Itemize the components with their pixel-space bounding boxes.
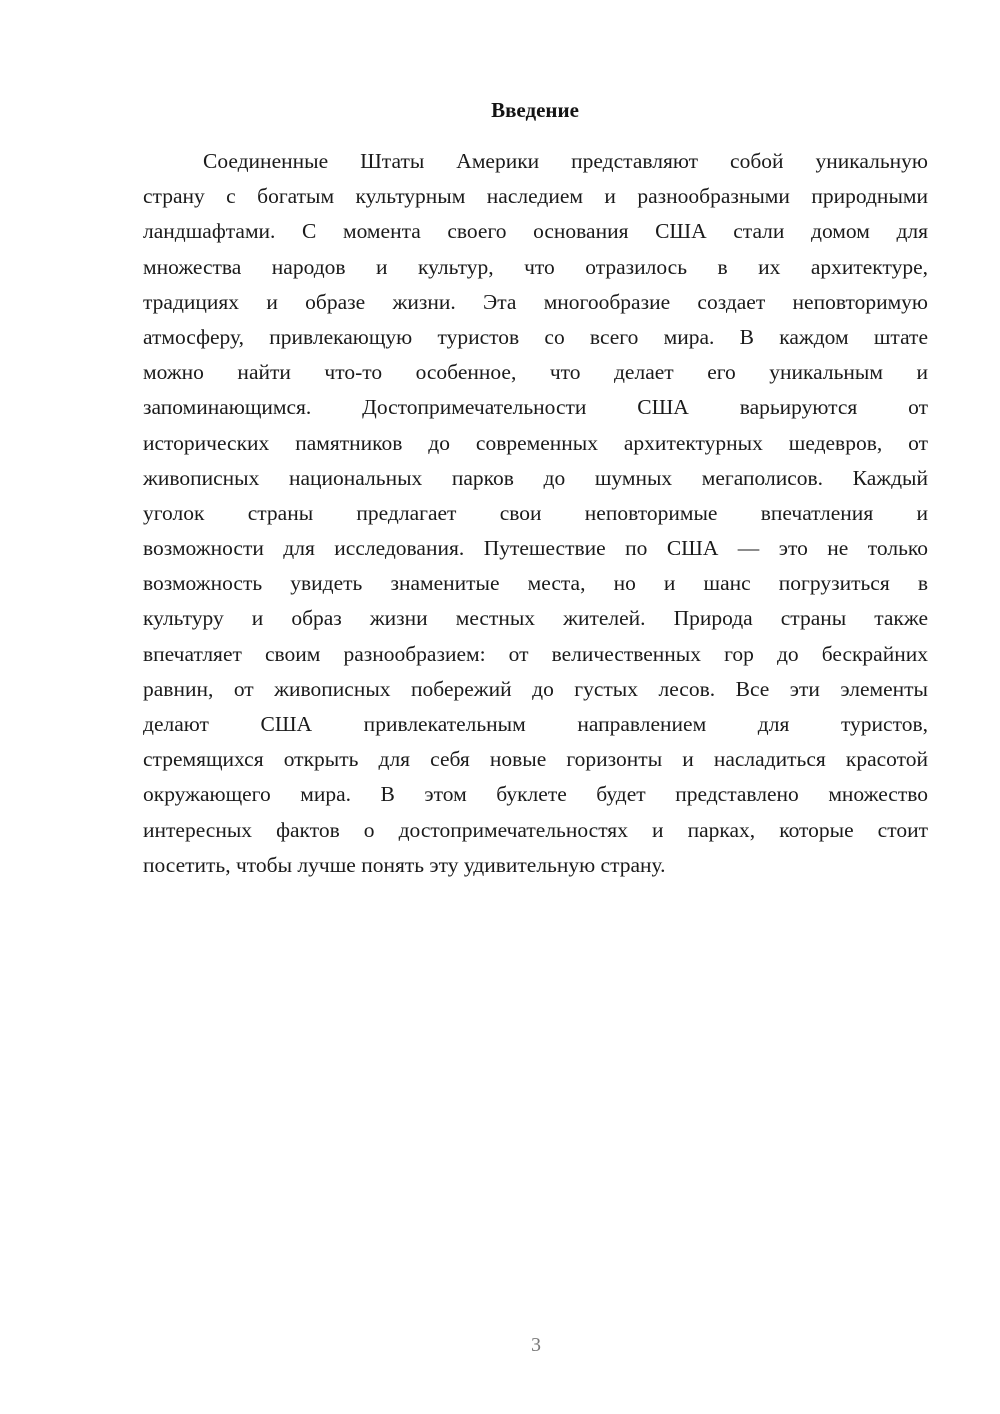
paragraph-line: живописных национальных парков до шумных мегаполисов. Каждый <box>143 465 928 490</box>
paragraph-line: окружающего мира. В этом буклете будет представлено множество <box>143 782 928 807</box>
paragraph-line: возможности для исследования. Путешествие по США — это не только <box>143 536 928 561</box>
page-number: 3 <box>531 1334 541 1356</box>
paragraph-line: делают США привлекательным направлением для туристов, <box>143 712 928 736</box>
paragraph-line: культуру и образ жизни местных жителей. Природа страны также <box>143 606 928 631</box>
paragraph-line: уголок страны предлагает свои неповторимые впечатления и <box>143 500 928 525</box>
paragraph-line: равнин, от живописных побережий до густых лесов. Все эти элементы <box>143 676 928 701</box>
paragraph-line: исторических памятников до современных архитектурных шедевров, от <box>143 430 928 455</box>
paragraph-line: можно найти что-то особенное, что делает его уникальным и <box>143 360 928 385</box>
section-title: Введение <box>491 98 579 122</box>
paragraph-line: интересных фактов о достопримечательностях и парках, которые стоит <box>143 817 928 842</box>
paragraph-line: стремящихся открыть для себя новые горизонты и насладиться красотой <box>143 747 928 772</box>
paragraph-line: атмосферу, привлекающую туристов со всего мира. В каждом штате <box>143 324 928 349</box>
paragraph-line: ландшафтами. С момента своего основания США стали домом для <box>143 219 928 244</box>
paragraph-line: возможность увидеть знаменитые места, но и шанс погрузиться в <box>143 571 928 596</box>
paragraph-line: запоминающимся. Достопримечательности США варьируются от <box>143 395 928 420</box>
paragraph-line: страну с богатым культурным наследием и разнообразными природными <box>143 184 928 209</box>
paragraph-line: Соединенные Штаты Америки представляют собой уникальную <box>203 149 928 173</box>
paragraph-line: традициях и образе жизни. Эта многообразие создает неповторимую <box>143 289 928 314</box>
intro-paragraph <box>143 144 928 883</box>
paragraph-line: впечатляет своим разнообразием: от величественных гор до бескрайних <box>143 641 928 666</box>
paragraph-line: множества народов и культур, что отразилось в их архитектуре, <box>143 254 928 279</box>
paragraph-line: посетить, чтобы лучше понять эту удивительную страну. <box>143 852 666 877</box>
